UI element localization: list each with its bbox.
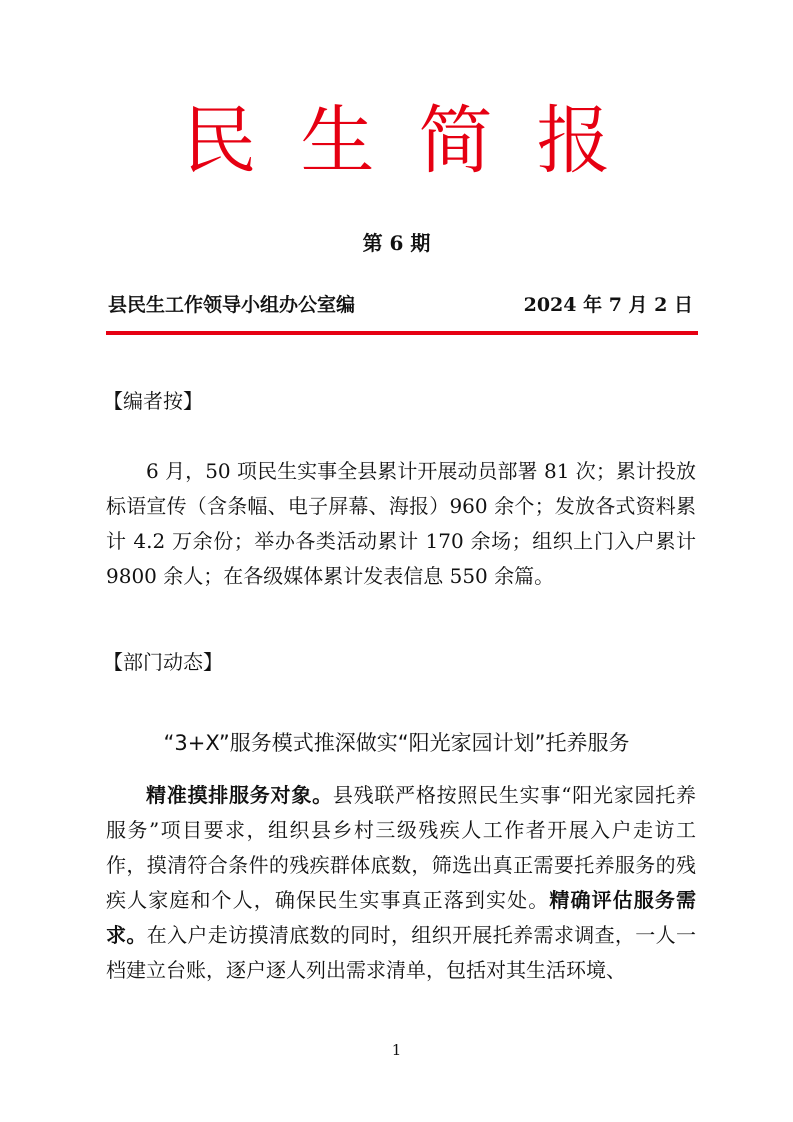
red-divider [106, 331, 698, 335]
issue-number: 第 6 期 [362, 231, 431, 255]
lead-phrase-1: 精准摸排服务对象。 [146, 783, 333, 807]
page-number: 1 [391, 1041, 402, 1059]
editor-note-heading: 【编者按】 [103, 389, 203, 413]
department-news-heading: 【部门动态】 [103, 650, 223, 674]
masthead-title: 民生简报 [182, 98, 655, 184]
article-title: “3+X”服务模式推深做实“阳光家园计划”托养服务 [163, 731, 630, 755]
article-text-1: 县残联严格按照民生实事“阳光家园托养服务”项目要求，组织县乡村三级残疾人工作者开展入户走访工作，摸清符合条件的残疾群体底数，筛选出真正需要托养服务的残疾人家庭和个人，确保民生实事真正落到实处。 [106, 783, 696, 912]
editor-name: 县民生工作领导小组办公室编 [108, 294, 356, 316]
lead-phrase-2: 精确评估服务需求。 [106, 888, 697, 947]
article-body [106, 778, 696, 988]
article-text-2: 在入户走访摸清底数的同时，组织开展托养需求调查，一人一档建立台账，逐户逐人列出需求清单，包括对其生活环境、 [106, 923, 697, 982]
editor-line [108, 290, 693, 320]
publish-date: 2024 年 7 月 2 日 [523, 294, 693, 316]
editor-note-body: 6 月，50 项民生实事全县累计开展动员部署 81 次；累计投放标语宣传（含条幅、电子屏幕、海报）960 余个；发放各式资料累计 4.2 万余份；举办各类活动累计 170 余场；组织上门入户累计 9800 余人；在各级媒体累计发表信息 550 余篇。 [106, 459, 696, 588]
